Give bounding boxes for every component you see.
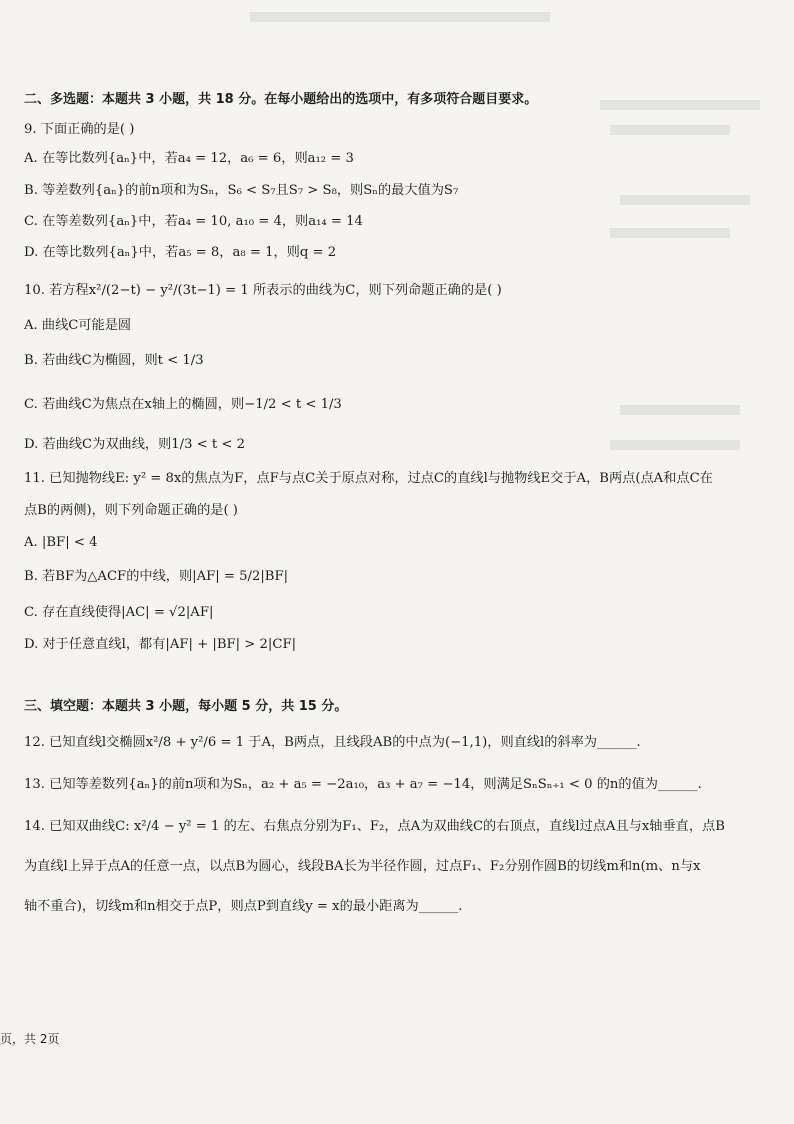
question-10-option-b: B. 若曲线C为椭圆，则t < 1/3 [24,353,204,368]
section-2-heading: 二、多选题：本题共 3 小题，共 18 分。在每小题给出的选项中，有多项符合题目要求。 [24,92,538,107]
question-11-option-a: A. |BF| < 4 [24,535,98,550]
question-14-line-1: 14. 已知双曲线C: x²/4 − y² = 1 的左、右焦点分别为F₁、F₂，点A为双曲线C的右顶点，直线l过点A且与x轴垂直，点B [24,819,725,834]
question-12: 12. 已知直线l交椭圆x²/8 + y²/6 = 1 于A，B两点，且线段AB的中点为(−1,1)，则直线l的斜率为______. [24,735,641,750]
question-11-stem-line-2: 点B的两侧)，则下列命题正确的是( ) [24,503,238,518]
question-13: 13. 已知等差数列{aₙ}的前n项和为Sₙ，a₂ + a₅ = −2a₁₀，a₃ + a₇ = −14，则满足SₙSₙ₊₁ < 0 的n的值为______. [24,777,702,792]
question-11-option-b: B. 若BF为△ACF的中线，则|AF| = 5/2|BF| [24,569,289,584]
question-10-stem: 10. 若方程x²/(2−t) − y²/(3t−1) = 1 所表示的曲线为C，则下列命题正确的是( ) [24,283,502,298]
section-3-heading: 三、填空题：本题共 3 小题，每小题 5 分，共 15 分。 [24,699,348,714]
question-9-option-d: D. 在等比数列{aₙ}中，若a₅ = 8，a₈ = 1，则q = 2 [24,245,337,260]
question-10-option-a: A. 曲线C可能是圆 [24,318,132,333]
question-14-line-3: 轴不重合)，切线m和n相交于点P，则点P到直线y = x的最小距离为______. [24,899,463,914]
question-14-line-2: 为直线l上异于点A的任意一点，以点B为圆心，线段BA长为半径作圆，过点F₁、F₂分别作圆B的切线m和n(m、n与x [24,859,701,874]
question-10-option-d: D. 若曲线C为双曲线，则1/3 < t < 2 [24,437,246,452]
question-11-stem-line-1: 11. 已知抛物线E: y² = 8x的焦点为F，点F与点C关于原点对称，过点C的直线l与抛物线E交于A，B两点(点A和点C在 [24,471,713,486]
question-11-option-c: C. 存在直线使得|AC| = √2|AF| [24,605,214,620]
page-footer: 页，共 2页 [0,1032,60,1046]
question-9-option-c: C. 在等差数列{aₙ}中，若a₄ = 10, a₁₀ = 4，则a₁₄ = 14 [24,214,363,229]
question-9-option-b: B. 等差数列{aₙ}的前n项和为Sₙ，S₆ < S₇且S₇ > S₈，则Sₙ的最大值为S₇ [24,183,459,198]
question-10-option-c: C. 若曲线C为焦点在x轴上的椭圆，则−1/2 < t < 1/3 [24,397,342,412]
question-9-stem: 9. 下面正确的是( ) [24,122,135,137]
bleed-through-mark [250,12,550,22]
question-9-option-a: A. 在等比数列{aₙ}中，若a₄ = 12，a₆ = 6，则a₁₂ = 3 [24,151,354,166]
question-11-option-d: D. 对于任意直线l，都有|AF| + |BF| > 2|CF| [24,637,297,652]
